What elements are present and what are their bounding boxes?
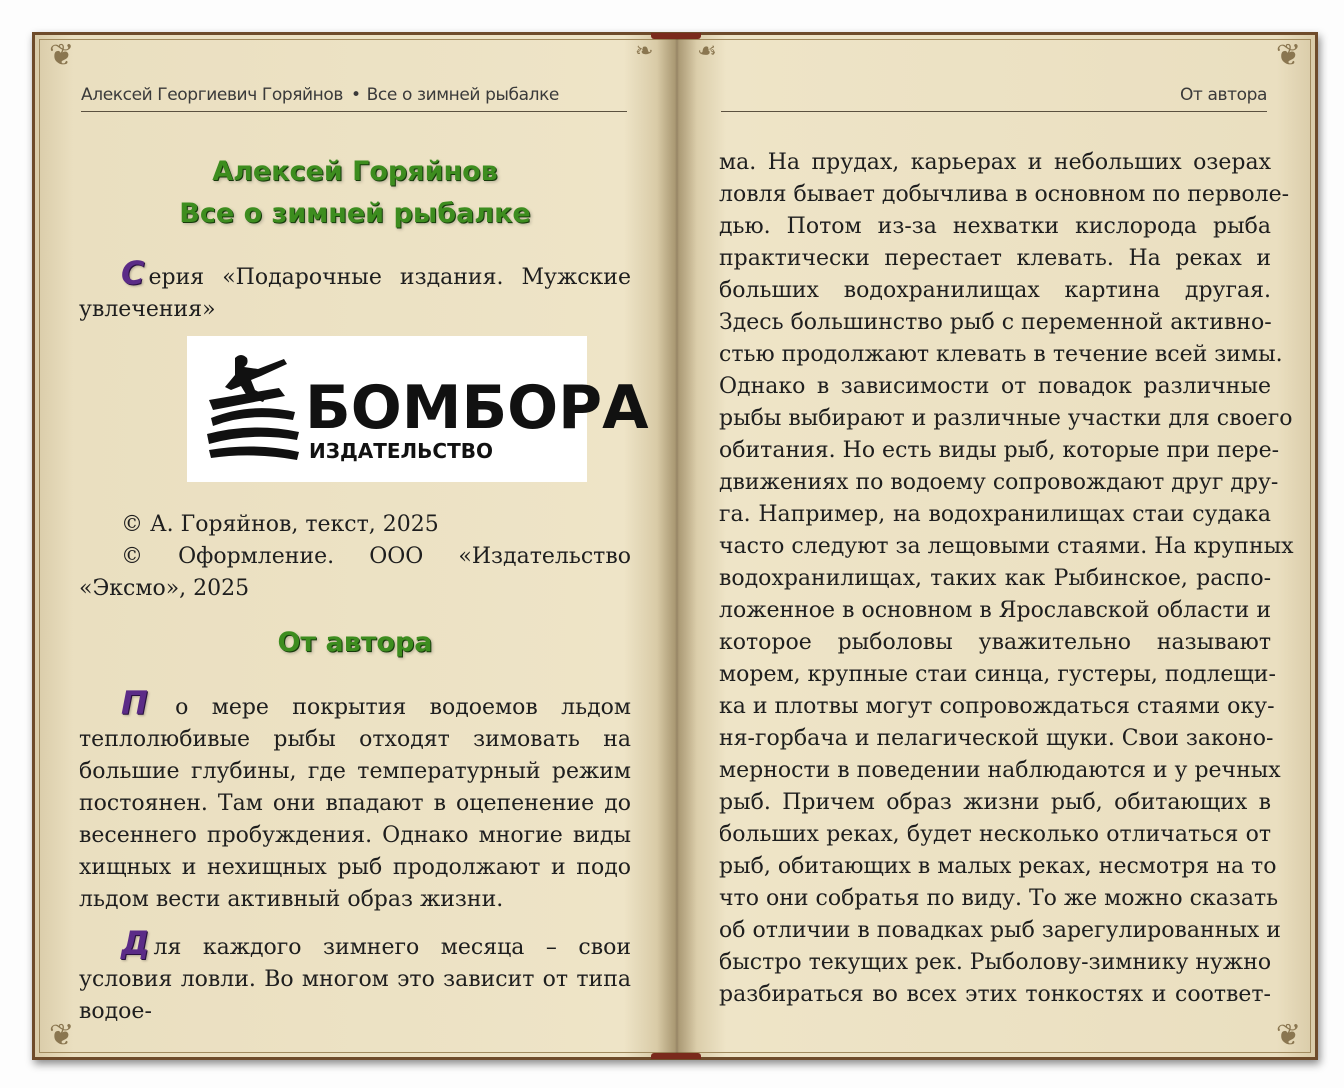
text-line: рыбы выбирают и различные участки для своего (719, 406, 1293, 431)
ornament-corner-icon: ☙ (697, 39, 717, 64)
book-spine (657, 35, 697, 1057)
section-title: От автора (277, 627, 433, 658)
drop-cap: Д (121, 924, 150, 962)
text-line: больших водохранилищах картина другая. (719, 278, 1271, 303)
right-page-text (719, 147, 1294, 1011)
text-line: ложенное в основном в Ярославской области и (719, 598, 1271, 623)
series-paragraph (79, 254, 631, 326)
text-line: обитания. Но есть виды рыб, которые при пере- (719, 438, 1280, 463)
series-text: ерия «Подарочные издания. Мужские увлечения» (79, 265, 631, 322)
paragraph-text: о мере покрытия водоемов льдом теплолюбивые рыбы отходят зимовать на большие глубины, где температурный режим постоянен. Там они впадают в оцепенение до весеннего пробуждения. Однако многие виды хищных и нехищных рыб продолжают и подо льдом вести активный образ жизни. (79, 695, 631, 912)
paragraph-text: ля каждого зимнего месяца – свои условия ловли. Во многом это зависит от типа водое- (79, 935, 631, 1024)
left-page[interactable] (79, 35, 649, 1057)
copyright-line-2: © Оформление. ООО «Издательство «Эксмо», 2025 (79, 544, 631, 601)
text-line: ловля бывает добычлива в основном по перволе- (719, 182, 1290, 207)
text-line: ня-горбача и пелагической щуки. Свои законо- (719, 726, 1274, 751)
text-line: об отличии в повадках рыб зарегулированных и (719, 918, 1281, 943)
copyright-line-1: © А. Горяйнов, текст, 2025 (121, 512, 439, 537)
header-section: От автора (1179, 85, 1267, 105)
header-separator: • (351, 85, 361, 105)
text-line: Здесь большинство рыб с переменной активно- (719, 310, 1272, 335)
text-line: которое рыболовы уважительно называют (719, 630, 1271, 655)
text-line: морем, крупные стаи синца, густеры, подлещи- (719, 662, 1276, 687)
open-book (32, 32, 1318, 1060)
bottom-ribbon (651, 1053, 701, 1059)
book-author: Алексей Горяйнов (212, 156, 498, 187)
text-line: га. Например, на водохранилищах стаи судака (719, 502, 1271, 527)
top-ribbon (651, 33, 701, 39)
text-line: ма. На прудах, карьерах и небольших озерах (719, 150, 1271, 175)
header-author: Алексей Георгиевич Горяйнов (81, 85, 344, 105)
body-paragraph-1 (79, 684, 631, 916)
ornament-corner-icon: ❦ (1275, 1018, 1301, 1053)
right-running-header (721, 85, 1267, 112)
text-line: стью продолжают клевать в течение всей зимы. (719, 342, 1283, 367)
ornament-corner-icon: ❦ (49, 1018, 75, 1053)
drop-cap: П (121, 684, 148, 722)
text-line: рыб. Причем образ жизни рыб, обитающих в (719, 790, 1271, 815)
text-line: быстро текущих рек. Рыболову-зимнику нужно (719, 950, 1272, 975)
drop-cap: С (121, 254, 145, 292)
header-book-title: Все о зимней рыбалке (366, 85, 559, 105)
text-line: часто следуют за лещовыми стаями. На крупных (719, 534, 1294, 559)
text-line: водохранилищах, таких как Рыбинское, распо- (719, 566, 1271, 591)
logo-subtitle: ИЗДАТЕЛЬСТВО (309, 439, 493, 463)
bombora-logo-icon (187, 336, 649, 482)
text-line: разбираться во всех этих тонкостях и соответ- (719, 982, 1271, 1007)
text-line: мерности в поведении наблюдаются и у речных (719, 758, 1281, 783)
ornament-corner-icon: ❦ (49, 38, 75, 73)
ornament-corner-icon: ❧ (635, 39, 654, 64)
publisher-logo (187, 336, 649, 482)
text-line: практически перестает клевать. На реках и (719, 246, 1271, 271)
body-paragraph-2 (79, 924, 631, 1028)
book-title: Все о зимней рыбалке (179, 198, 531, 229)
logo-word: БОМБОРА (305, 373, 649, 443)
book-title-block (79, 151, 631, 235)
ornament-corner-icon: ❦ (1275, 38, 1301, 73)
text-line: рыб, обитающих в малых реках, несмотря на то (719, 854, 1277, 879)
text-line: Однако в зависимости от повадок различные (719, 374, 1271, 399)
left-running-header (81, 85, 627, 112)
text-line: больших реках, будет несколько отличаться от (719, 822, 1271, 847)
text-line: дью. Потом из-за нехватки кислорода рыба (719, 214, 1271, 239)
text-line: движениях по водоему сопровождают друг дру- (719, 470, 1279, 495)
text-line: ка и плотвы могут сопровождаться стаями оку- (719, 694, 1275, 719)
text-line: что они собратья по виду. То же можно сказать (719, 886, 1279, 911)
right-page[interactable] (719, 35, 1294, 1057)
